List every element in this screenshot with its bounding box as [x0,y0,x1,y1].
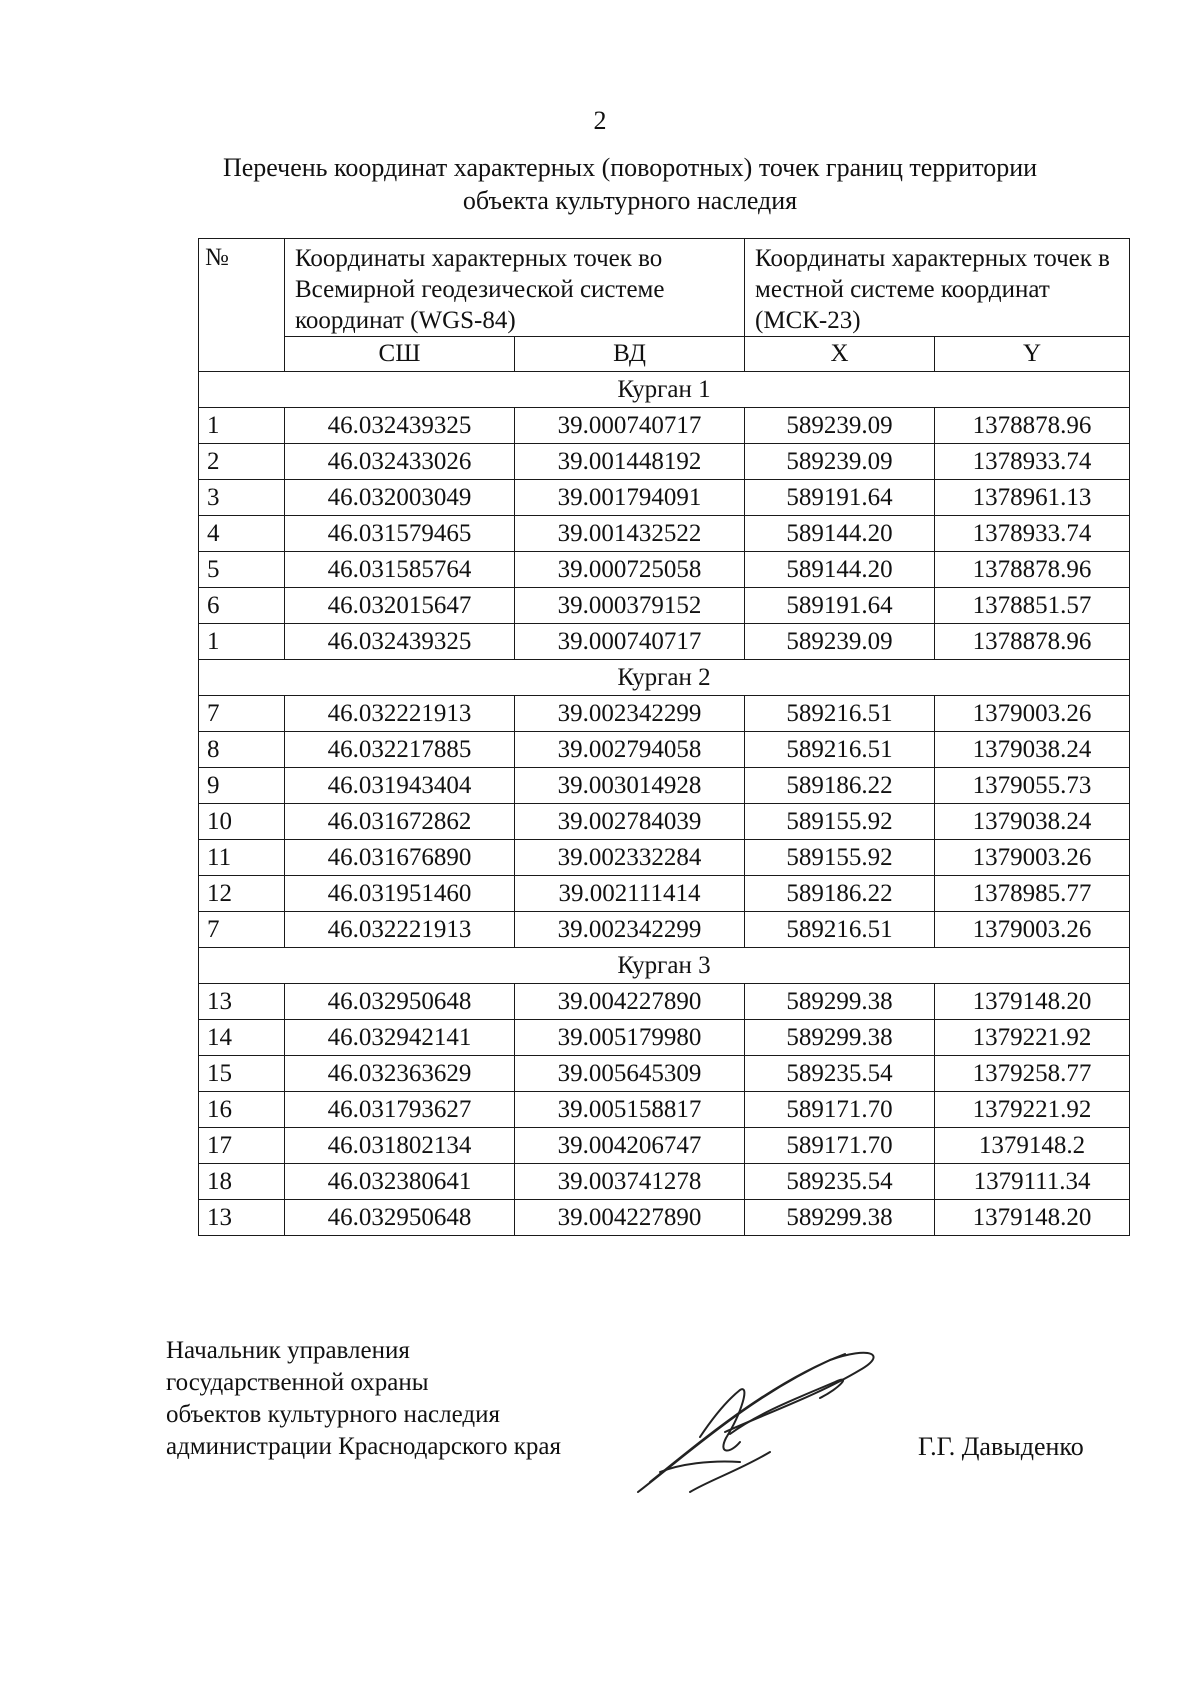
point-number: 13 [199,1200,285,1236]
point-number: 6 [199,588,285,624]
signoff-line: государственной охраны [166,1369,429,1396]
longitude-cell: 39.002342299 [515,696,745,732]
title-line-2: объекта культурного наследия [462,186,798,215]
longitude-cell: 39.000740717 [515,408,745,444]
y-cell: 1378985.77 [935,876,1130,912]
signoff-line: объектов культурного наследия [166,1401,500,1428]
latitude-cell: 46.032015647 [285,588,515,624]
x-cell: 589144.20 [745,516,935,552]
latitude-cell: 46.031951460 [285,876,515,912]
x-cell: 589239.09 [745,624,935,660]
latitude-cell: 46.031672862 [285,804,515,840]
x-cell: 589144.20 [745,552,935,588]
signoff-line: администрации Краснодарского края [166,1433,562,1460]
longitude-cell: 39.001794091 [515,480,745,516]
y-cell: 1378961.13 [935,480,1130,516]
group-name: Курган 2 [199,660,1130,696]
handwritten-signature [630,1342,890,1502]
y-cell: 1379003.26 [935,696,1130,732]
x-cell: 589155.92 [745,840,935,876]
table-header-row [199,239,1130,337]
header-number: № [199,239,285,372]
x-cell: 589235.54 [745,1164,935,1200]
longitude-cell: 39.005158817 [515,1092,745,1128]
table-row [199,552,1130,588]
table-body [199,372,1130,1236]
signer-name: Г.Г. Давыденко [918,1432,1084,1461]
table-row [199,1164,1130,1200]
y-cell: 1379038.24 [935,804,1130,840]
point-number: 2 [199,444,285,480]
x-cell: 589155.92 [745,804,935,840]
y-cell: 1379221.92 [935,1092,1130,1128]
x-cell: 589186.22 [745,768,935,804]
y-cell: 1378933.74 [935,516,1130,552]
y-cell: 1378878.96 [935,552,1130,588]
y-cell: 1379258.77 [935,1056,1130,1092]
point-number: 18 [199,1164,285,1200]
table-subheader-row [199,337,1130,372]
page-number: 2 [593,106,607,135]
latitude-cell: 46.031579465 [285,516,515,552]
longitude-cell: 39.002784039 [515,804,745,840]
signoff-block [166,1335,666,1463]
longitude-cell: 39.003014928 [515,768,745,804]
group-name: Курган 3 [199,948,1130,984]
point-number: 13 [199,984,285,1020]
point-number: 3 [199,480,285,516]
y-cell: 1378933.74 [935,444,1130,480]
table-row [199,1020,1130,1056]
table-row [199,480,1130,516]
header-latitude: СШ [285,337,515,372]
latitude-cell: 46.032221913 [285,696,515,732]
header-wgs84: Координаты характерных точек во Всемирной геодезической системе координат (WGS-84) [285,239,745,337]
table-row [199,624,1130,660]
latitude-cell: 46.032950648 [285,984,515,1020]
y-cell: 1378851.57 [935,588,1130,624]
longitude-cell: 39.005645309 [515,1056,745,1092]
point-number: 4 [199,516,285,552]
y-cell: 1379111.34 [935,1164,1130,1200]
longitude-cell: 39.000379152 [515,588,745,624]
x-cell: 589299.38 [745,1200,935,1236]
table-row [199,1056,1130,1092]
x-cell: 589191.64 [745,588,935,624]
x-cell: 589216.51 [745,696,935,732]
longitude-cell: 39.002332284 [515,840,745,876]
latitude-cell: 46.032363629 [285,1056,515,1092]
title-line-1: Перечень координат характерных (поворотных) точек границ территории [222,153,1038,182]
latitude-cell: 46.031802134 [285,1128,515,1164]
latitude-cell: 46.032439325 [285,408,515,444]
point-number: 1 [199,624,285,660]
point-number: 12 [199,876,285,912]
point-number: 16 [199,1092,285,1128]
coordinates-table [198,238,1130,1236]
x-cell: 589239.09 [745,408,935,444]
y-cell: 1379148.2 [935,1128,1130,1164]
x-cell: 589186.22 [745,876,935,912]
table-row [199,1128,1130,1164]
longitude-cell: 39.001448192 [515,444,745,480]
y-cell: 1378878.96 [935,624,1130,660]
y-cell: 1379221.92 [935,1020,1130,1056]
point-number: 9 [199,768,285,804]
table-row [199,1200,1130,1236]
table-row [199,984,1130,1020]
point-number: 5 [199,552,285,588]
x-cell: 589171.70 [745,1128,935,1164]
group-row [199,372,1130,408]
header-msk23: Координаты характерных точек в местной системе координат (МСК-23) [745,239,1130,337]
latitude-cell: 46.032217885 [285,732,515,768]
longitude-cell: 39.004227890 [515,984,745,1020]
table-row [199,516,1130,552]
table-row [199,840,1130,876]
y-cell: 1379148.20 [935,984,1130,1020]
y-cell: 1379003.26 [935,840,1130,876]
group-row [199,660,1130,696]
point-number: 7 [199,912,285,948]
latitude-cell: 46.032380641 [285,1164,515,1200]
point-number: 1 [199,408,285,444]
document-title [160,151,1100,217]
latitude-cell: 46.032003049 [285,480,515,516]
latitude-cell: 46.032942141 [285,1020,515,1056]
table-row [199,876,1130,912]
longitude-cell: 39.002794058 [515,732,745,768]
longitude-cell: 39.005179980 [515,1020,745,1056]
y-cell: 1379055.73 [935,768,1130,804]
point-number: 8 [199,732,285,768]
group-row [199,948,1130,984]
longitude-cell: 39.004206747 [515,1128,745,1164]
header-y: Y [935,337,1130,372]
latitude-cell: 46.032950648 [285,1200,515,1236]
latitude-cell: 46.031585764 [285,552,515,588]
longitude-cell: 39.000725058 [515,552,745,588]
longitude-cell: 39.003741278 [515,1164,745,1200]
signoff-line: Начальник управления [166,1337,410,1364]
longitude-cell: 39.004227890 [515,1200,745,1236]
y-cell: 1378878.96 [935,408,1130,444]
table-row [199,408,1130,444]
y-cell: 1379003.26 [935,912,1130,948]
y-cell: 1379038.24 [935,732,1130,768]
point-number: 15 [199,1056,285,1092]
point-number: 7 [199,696,285,732]
table-row [199,444,1130,480]
table-row [199,768,1130,804]
point-number: 14 [199,1020,285,1056]
point-number: 10 [199,804,285,840]
group-name: Курган 1 [199,372,1130,408]
y-cell: 1379148.20 [935,1200,1130,1236]
latitude-cell: 46.031676890 [285,840,515,876]
latitude-cell: 46.031793627 [285,1092,515,1128]
x-cell: 589239.09 [745,444,935,480]
point-number: 11 [199,840,285,876]
header-longitude: ВД [515,337,745,372]
table-row [199,588,1130,624]
x-cell: 589216.51 [745,912,935,948]
latitude-cell: 46.031943404 [285,768,515,804]
latitude-cell: 46.032439325 [285,624,515,660]
x-cell: 589191.64 [745,480,935,516]
table-row [199,732,1130,768]
longitude-cell: 39.002342299 [515,912,745,948]
longitude-cell: 39.002111414 [515,876,745,912]
longitude-cell: 39.000740717 [515,624,745,660]
latitude-cell: 46.032433026 [285,444,515,480]
table-row [199,912,1130,948]
header-x: X [745,337,935,372]
x-cell: 589299.38 [745,984,935,1020]
x-cell: 589171.70 [745,1092,935,1128]
x-cell: 589299.38 [745,1020,935,1056]
table-row [199,1092,1130,1128]
latitude-cell: 46.032221913 [285,912,515,948]
x-cell: 589216.51 [745,732,935,768]
point-number: 17 [199,1128,285,1164]
table-row [199,804,1130,840]
table-row [199,696,1130,732]
longitude-cell: 39.001432522 [515,516,745,552]
x-cell: 589235.54 [745,1056,935,1092]
